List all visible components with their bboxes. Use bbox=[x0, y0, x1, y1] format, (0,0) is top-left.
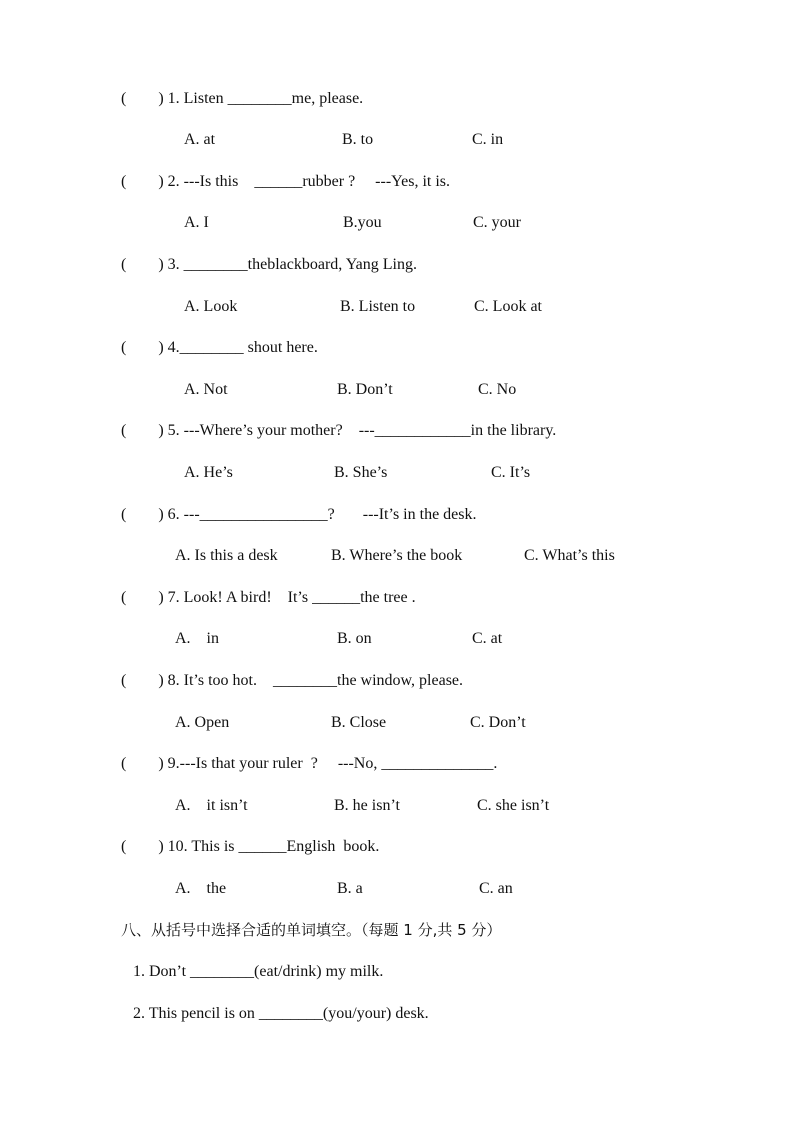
question-2-option-a: A. I bbox=[184, 214, 209, 231]
question-7-option-a: A. in bbox=[175, 630, 219, 647]
question-9-option-a: A. it isn’t bbox=[175, 797, 248, 814]
question-6-option-c: C. What’s this bbox=[524, 547, 615, 564]
question-10-stem: ( ) 10. This is ______English book. bbox=[121, 838, 380, 855]
question-1-option-a: A. at bbox=[184, 131, 216, 148]
question-1-option-c: C. in bbox=[472, 131, 504, 148]
question-9-stem: ( ) 9.---Is that your ruler ? ---No, ______________. bbox=[121, 755, 498, 772]
question-3-option-c: C. Look at bbox=[474, 298, 542, 315]
question-10-option-a: A. the bbox=[175, 880, 227, 897]
question-7-option-b: B. on bbox=[337, 630, 372, 647]
question-10-option-b: B. a bbox=[337, 880, 363, 897]
question-8-option-c: C. Don’t bbox=[470, 714, 526, 731]
question-4-option-b: B. Don’t bbox=[337, 381, 393, 398]
question-5-stem: ( ) 5. ---Where’s your mother? ---____________in the library. bbox=[121, 422, 557, 439]
question-3-option-a: A. Look bbox=[184, 298, 238, 315]
fill-in-item-1: 1. Don’t ________(eat/drink) my milk. bbox=[133, 963, 384, 980]
section-8-heading: 八、从括号中选择合适的单词填空。（每题 1 分,共 5 分） bbox=[121, 921, 502, 939]
question-9-option-b: B. he isn’t bbox=[334, 797, 400, 814]
question-5-option-b: B. She’s bbox=[334, 464, 388, 481]
question-2-stem: ( ) 2. ---Is this ______rubber ? ---Yes, it is. bbox=[121, 173, 450, 190]
question-3-option-b: B. Listen to bbox=[340, 298, 416, 315]
question-4-stem: ( ) 4.________ shout here. bbox=[121, 339, 318, 356]
question-9-option-c: C. she isn’t bbox=[477, 797, 550, 814]
question-6-option-a: A. Is this a desk bbox=[175, 547, 278, 564]
question-1-option-b: B. to bbox=[342, 131, 374, 148]
question-5-option-c: C. It’s bbox=[491, 464, 531, 481]
question-2-option-b: B.you bbox=[343, 214, 382, 231]
question-8-stem: ( ) 8. It’s too hot. ________the window, please. bbox=[121, 672, 464, 689]
question-3-stem: ( ) 3. ________theblackboard, Yang Ling. bbox=[121, 256, 417, 273]
question-1-stem: ( ) 1. Listen ________me, please. bbox=[121, 90, 364, 107]
question-10-option-c: C. an bbox=[479, 880, 513, 897]
question-7-option-c: C. at bbox=[472, 630, 503, 647]
question-4-option-a: A. Not bbox=[184, 381, 228, 398]
question-7-stem: ( ) 7. Look! A bird! It’s ______the tree . bbox=[121, 589, 416, 606]
question-5-option-a: A. He’s bbox=[184, 464, 233, 481]
question-8-option-b: B. Close bbox=[331, 714, 387, 731]
question-2-option-c: C. your bbox=[473, 214, 521, 231]
fill-in-item-2: 2. This pencil is on ________(you/your) desk. bbox=[133, 1005, 429, 1022]
question-4-option-c: C. No bbox=[478, 381, 517, 398]
question-6-option-b: B. Where’s the book bbox=[331, 547, 463, 564]
question-8-option-a: A. Open bbox=[175, 714, 230, 731]
question-6-stem: ( ) 6. ---________________? ---It’s in the desk. bbox=[121, 506, 477, 523]
